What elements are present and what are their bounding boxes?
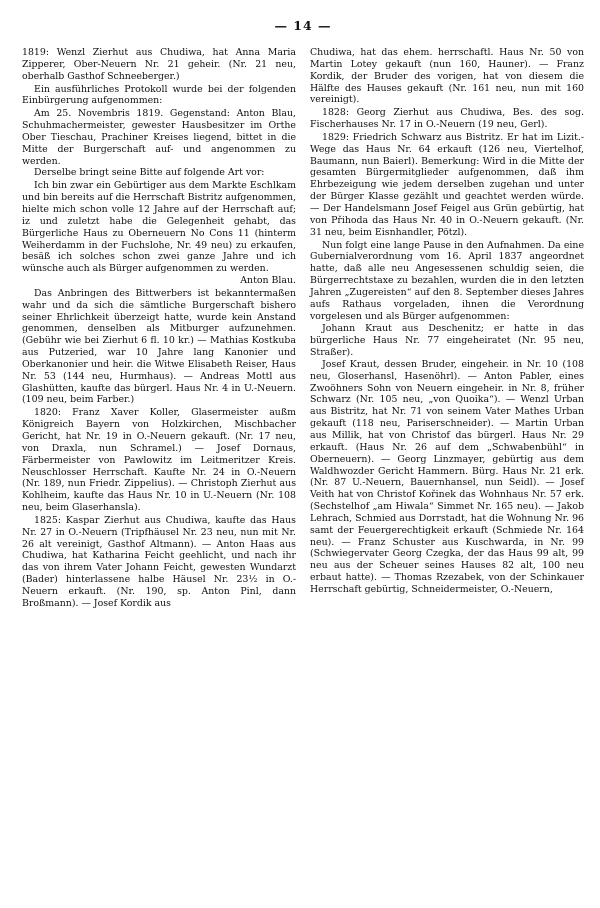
text-columns xyxy=(22,47,584,610)
protocol-decision: Das Anbringen des Bittwerbers ist bekanntermaßen wahr und da sich die sämtliche Burgerschaft bishero seiner Ehrlichkeit überzeigt hatte, wurde kein Anstand genommen, denselben als Mitburger aufzunehmen. (Gebühr wie bei Zierhut 6 fl. 10 kr.) — Mathias Kostkuba aus Putzeried, war 10 Jahre lang Kanonier und Oberkanonier und heir. die Witwe Elisabeth Reiser, Haus Nr. 53 (144 neu, Hurmhaus). — Andreas Mottl aus Glashütten, kaufte das bürgerl. Haus Nr. 4 in U.-Neuern. (109 neu, beim Farber.) xyxy=(22,287,296,406)
pause-notice-1837: Nun folgt eine lange Pause in den Aufnahmen. Da eine Gubernialverordnung vom 16. April 1837 angeordnet hatte, daß alle neu Angesessenen schuldig seien, die Bürgerrechtstaxe zu bezahlen, wurden die in den letzten Jahren „Zugereisten“ auf den 8. September dieses Jahres aufs Rathaus vorgeladen, ihnen die Verordnung vorgelesen und als Bürger aufgenommen: xyxy=(310,239,584,322)
entry-1825-continued: Chudiwa, hat das ehem. herrschaftl. Haus Nr. 50 von Martin Lotey gekauft (nun 160, Hauner). — Franz Kordik, der Bruder des vorigen, hat von diesem die Hälfte des Hauses gekauft (Nr. 161 neu, nun mit 160 vereinigt). xyxy=(310,47,584,106)
entry-1825: 1825: Kaspar Zierhut aus Chudiwa, kaufte das Haus Nr. 27 in O.-Neuern (Tripfhäusel Nr. 23 neu, nun mit Nr. 26 alt vereinigt, Gasthof Altmann). — Anton Haas aus Chudiwa, hat Katharina Feicht geehlicht, und nach ihr das von ihrem Vater Johann Feicht, gewesten Wundarzt (Bader) hinterlassene halbe Häusel Nr. 23½ in O.-Neuern erkauft. (Nr. 190, sp. Anton Pinl, dann Broßmann). — Josef Kordik aus xyxy=(22,514,296,609)
right-column xyxy=(310,47,584,610)
protocol-request-intro: Derselbe bringt seine Bitte auf folgende Art vor: xyxy=(34,167,265,179)
protocol-intro: Ein ausführliches Protokoll wurde bei der folgenden Einbürgerung aufgenommen: xyxy=(22,83,296,107)
protocol-petition: Ich bin zwar ein Gebürtiger aus dem Markte Eschlkam und bin bereits auf die Herrschaft Bistritz aufgenommen, hielte mich schon volle 12 Jahre auf der Herrschaft auf; iz und zuletzt habe die Gelegenheit gehabt, das Bürgerliche Haus zu Oberneuern No Cons 11 (hinterm Weiherdamm in der Fuchslohe, Nr. 49 neu) zu erkaufen, besäß ich solches schon zwei ganze Jahre und ich wünsche auch als Bürger aufgenommen zu werden. xyxy=(22,180,296,275)
entry-josef-kraut-and-others: Josef Kraut, dessen Bruder, eingeheir. in Nr. 10 (108 neu, Gloserhansl, Hasenöhrl). — Anton Pabler, eines Zwoöhners Sohn von Neuern eingeheir. in Nr. 8, früher Schwarz (Nr. 105 neu, „von Quoika“). — Wenzl Urban aus Bistritz, hat Nr. 71 von seinem Vater Mathes Urban gekauft (118 neu, Pariserschneider). — Martin Urban aus Millik, hat von Christof das bürgerl. Haus Nr. 29 erkauft. (Haus Nr. 26 auf dem „Schwabenbühl“ in Oberneuern). — Georg Linzmayer, gebürtig aus dem Waldhwozder Gericht Hammern. Bürg. Haus Nr. 21 erk. (Nr. 87 U.-Neuern, Bauernhansel, nun Seidl). — Josef Veith hat von Christof Kořinek das Wohnhaus Nr. 57 erk. (Sechstelhof „am Hiwala“ Simmet Nr. 165 neu). — Jakob Lehrach, Schmied aus Dorrstadt, hat die Wohnung Nr. 96 samt der Feuergerechtigkeit erkauft (Schmiede Nr. 164 neu). — Franz Schuster aus Kuschwarda, in Nr. 99 (Schwiegervater Georg Czegka, der das Haus 99 alt, 99 neu aus der Scheuer seines Hauses 82 alt, 100 neu erbaut hatte). — Thomas Rzezabek, von der Schinkauer Herrschaft gebürtig, Schneidermeister, O.-Neuern, xyxy=(310,358,584,595)
entry-1828: 1828: Georg Zierhut aus Chudiwa, Bes. des sog. Fischerhauses Nr. 17 in O.-Neuern (19 neu, Gerl). xyxy=(310,107,584,131)
entry-johann-kraut: Johann Kraut aus Deschenitz; er hatte in das bürgerliche Haus Nr. 77 eingeheiratet (Nr. 95 neu, Straßer). xyxy=(310,323,584,359)
page-number: — 14 — xyxy=(274,18,332,33)
protocol-subject: Am 25. Novembris 1819. Gegenstand: Anton Blau, Schuhmachermeister, gewester Hausbesitzer im Orthe Ober Tieschau, Prachiner Kreises liegend, bittet in die Mitte der Burgerschaft auf- und angenommen zu werden. xyxy=(22,108,296,167)
entry-1829: 1829: Friedrich Schwarz aus Bistritz. Er hat im Lizit.-Wege das Haus Nr. 64 erkauft (126 neu, Viertelhof, Baumann, nun Baierl). Bemerkung: Wird in die Mitte der gesamten Bürgermitglieder aufgenommen, daß ihm Ehrbezeigung wie jedem derselben zugehan und unter der Bürger Klasse gezählt und geachtet werden würde. — Der Handelsmann Josef Feigel aus Grün gebürtig, hat von Přihoda das Haus Nr. 40 in O.-Neuern gekauft. (Nr. 31 neu, beim Eisnhandler, Pötzl). xyxy=(310,131,584,238)
left-column xyxy=(22,47,296,610)
entry-1819-zierhut: 1819: Wenzl Zierhut aus Chudiwa, hat Anna Maria Zipperer, Ober-Neuern Nr. 21 geheir. (Nr. 21 neu, oberhalb Gasthof Schneeberger.) xyxy=(22,47,296,82)
petition-signature: Anton Blau. xyxy=(240,275,296,287)
entry-1820: 1820: Franz Xaver Koller, Glasermeister außm Königreich Bayern von Holzkirchen, Mischbacher Gericht, hat Nr. 19 in O.-Neuern gekauft. (Nr. 17 neu, von Draxla, nun Schramel.) — Josef Dornaus, Färbermeister von Pawlowitz im Leitmeritzer Kreis. Neuschlosser Herrschaft. Kaufte Nr. 24 in O.-Neuern (Nr. 189, nun Friedr. Zippelius). — Christoph Zierhut aus Kohlheim, kaufte das Haus Nr. 10 in U.-Neuern (Nr. 108 neu, beim Glaserhansla). xyxy=(22,407,296,514)
